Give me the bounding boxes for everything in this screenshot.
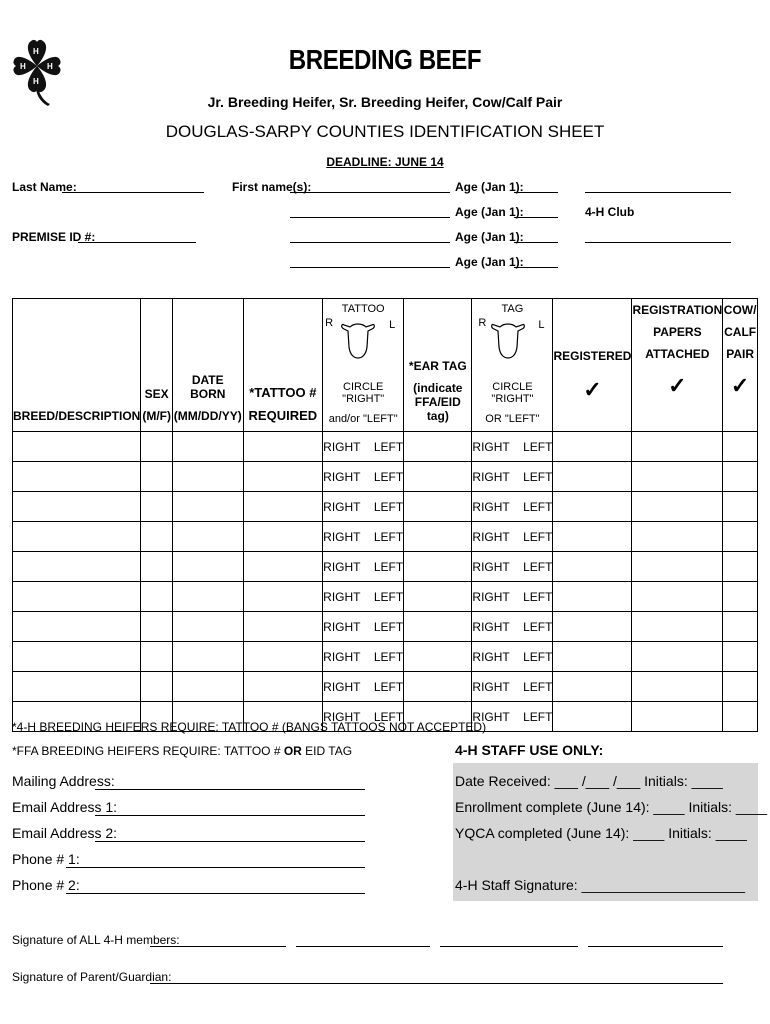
age-label-4: Age (Jan 1): [455, 255, 524, 269]
col-papers: REGISTRATION PAPERS ATTACHED ✓ [632, 299, 723, 432]
table-row [13, 612, 758, 642]
table-cell[interactable] [632, 612, 723, 642]
table-row [13, 462, 758, 492]
table-cell[interactable] [553, 582, 632, 612]
table-cell[interactable] [13, 582, 141, 612]
table-row [13, 582, 758, 612]
note-ffa: *FFA BREEDING HEIFERS REQUIRE: TATTOO # OR EID TAG [12, 744, 353, 758]
tag-side-cell[interactable]: RIGHT LEFT [472, 642, 553, 672]
table-cell[interactable] [723, 702, 758, 732]
tag-side-cell[interactable]: RIGHT LEFT [472, 462, 553, 492]
tattoo-side-cell[interactable]: RIGHT LEFT [323, 432, 404, 462]
table-cell[interactable] [404, 432, 472, 462]
table-cell[interactable] [13, 612, 141, 642]
member-signature-label: Signature of ALL 4-H members: [12, 933, 180, 947]
table-cell[interactable] [243, 582, 323, 612]
tag-side-cell[interactable]: RIGHT LEFT [472, 702, 553, 732]
tattoo-side-cell[interactable]: RIGHT LEFT [323, 552, 404, 582]
table-cell[interactable] [172, 582, 243, 612]
col-tattoo-number: *TATTOO # REQUIRED [243, 299, 323, 432]
first-name-field-4[interactable] [290, 267, 450, 268]
table-cell[interactable] [172, 522, 243, 552]
table-cell[interactable] [553, 492, 632, 522]
form-subtitle: Jr. Breeding Heifer, Sr. Breeding Heifer, Cow/Calf Pair [207, 94, 563, 110]
animal-table [12, 298, 758, 732]
checkmark-icon: ✓ [583, 377, 602, 402]
table-cell[interactable] [553, 432, 632, 462]
staff-signature: 4-H Staff Signature: _____________________ [455, 877, 746, 893]
cow-head-icon [340, 317, 376, 359]
age-label-1: Age (Jan 1): [455, 180, 524, 194]
table-cell[interactable] [404, 462, 472, 492]
table-cell[interactable] [243, 642, 323, 672]
table-cell[interactable] [141, 492, 173, 522]
table-row [13, 672, 758, 702]
table-cell[interactable] [141, 462, 173, 492]
table-cell[interactable] [632, 702, 723, 732]
email1-label: Email Address 1: [12, 799, 118, 815]
staff-enrollment: Enrollment complete (June 14): ____ Initials: ____ [455, 799, 768, 815]
member-signature-1[interactable] [150, 946, 286, 947]
table-cell[interactable] [172, 492, 243, 522]
age-field-4[interactable] [514, 267, 558, 268]
last-name-label: Last Name: [12, 180, 77, 194]
table-row [13, 642, 758, 672]
svg-text:H: H [33, 47, 39, 56]
table-cell[interactable] [723, 492, 758, 522]
table-cell[interactable] [723, 432, 758, 462]
table-cell[interactable] [13, 672, 141, 702]
table-cell[interactable] [13, 522, 141, 552]
col-registered: REGISTERED ✓ [553, 299, 632, 432]
tattoo-side-cell[interactable]: RIGHT LEFT [323, 522, 404, 552]
table-cell[interactable] [243, 432, 323, 462]
staff-date-received: Date Received: ___ /___ /___ Initials: ____ [455, 773, 723, 789]
table-cell[interactable] [632, 672, 723, 702]
table-cell[interactable] [13, 492, 141, 522]
parent-signature-label: Signature of Parent/Guardian: [12, 970, 172, 984]
table-cell[interactable] [553, 522, 632, 552]
table-cell[interactable] [632, 492, 723, 522]
member-signature-4[interactable] [588, 946, 723, 947]
table-cell[interactable] [723, 462, 758, 492]
table-row [13, 492, 758, 522]
table-cell[interactable] [13, 642, 141, 672]
tattoo-side-cell[interactable]: RIGHT LEFT [323, 642, 404, 672]
svg-text:H: H [33, 77, 39, 86]
table-cell[interactable] [404, 552, 472, 582]
last-name-field[interactable] [62, 192, 204, 193]
table-cell[interactable] [172, 612, 243, 642]
table-cell[interactable] [723, 672, 758, 702]
table-cell[interactable] [243, 462, 323, 492]
tattoo-side-cell[interactable]: RIGHT LEFT [323, 462, 404, 492]
member-signature-3[interactable] [440, 946, 578, 947]
age-field-3[interactable] [514, 242, 558, 243]
tag-side-cell[interactable]: RIGHT LEFT [472, 552, 553, 582]
col-cow-calf: COW/ CALF PAIR ✓ [723, 299, 758, 432]
staff-title: 4-H STAFF USE ONLY: [455, 742, 604, 758]
form-heading: DOUGLAS-SARPY COUNTIES IDENTIFICATION SHEET [165, 122, 605, 141]
email1-field[interactable] [95, 815, 365, 816]
table-cell[interactable] [243, 522, 323, 552]
table-cell[interactable] [632, 432, 723, 462]
tag-side-cell[interactable]: RIGHT LEFT [472, 672, 553, 702]
tag-side-cell[interactable]: RIGHT LEFT [472, 522, 553, 552]
table-cell[interactable] [723, 582, 758, 612]
svg-text:H: H [20, 62, 26, 71]
col-tag-side: TAG R L CIRCLE "RIGHT" OR "LEFT" [472, 299, 553, 432]
table-cell[interactable] [632, 522, 723, 552]
table-cell[interactable] [723, 522, 758, 552]
phone2-label: Phone # 2: [12, 877, 80, 893]
table-cell[interactable] [404, 642, 472, 672]
phone1-field[interactable] [66, 867, 365, 868]
club-label: 4-H Club [585, 205, 635, 219]
table-cell[interactable] [172, 552, 243, 582]
table-cell[interactable] [13, 552, 141, 582]
tag-side-cell[interactable]: RIGHT LEFT [472, 432, 553, 462]
table-cell[interactable] [243, 612, 323, 642]
checkmark-icon: ✓ [668, 373, 687, 398]
tattoo-side-cell[interactable]: RIGHT LEFT [323, 492, 404, 522]
deadline: DEADLINE: JUNE 14 [326, 155, 444, 169]
table-cell[interactable] [172, 432, 243, 462]
table-cell[interactable] [141, 612, 173, 642]
premise-field[interactable] [78, 242, 196, 243]
table-cell[interactable] [172, 672, 243, 702]
table-cell[interactable] [553, 612, 632, 642]
table-cell[interactable] [13, 432, 141, 462]
age-field-1[interactable] [514, 192, 558, 193]
table-cell[interactable] [141, 432, 173, 462]
table-cell[interactable] [723, 642, 758, 672]
first-name-field-3[interactable] [290, 242, 450, 243]
note-4h: *4-H BREEDING HEIFERS REQUIRE: TATTOO # (BANGS TATTOOS NOT ACCEPTED) [12, 720, 487, 734]
table-cell[interactable] [172, 462, 243, 492]
table-cell[interactable] [13, 462, 141, 492]
email2-field[interactable] [95, 841, 365, 842]
table-cell[interactable] [632, 642, 723, 672]
member-signature-2[interactable] [296, 946, 430, 947]
age-field-2[interactable] [514, 217, 558, 218]
table-cell[interactable] [404, 672, 472, 702]
tattoo-side-cell[interactable]: RIGHT LEFT [323, 582, 404, 612]
table-cell[interactable] [404, 492, 472, 522]
email2-label: Email Address 2: [12, 825, 118, 841]
table-cell[interactable] [553, 672, 632, 702]
table-cell[interactable] [141, 582, 173, 612]
col-breed: BREED/DESCRIPTION [13, 299, 141, 432]
first-name-field-2[interactable] [290, 217, 450, 218]
club-field[interactable] [585, 242, 731, 243]
checkmark-icon: ✓ [730, 373, 750, 398]
table-cell[interactable] [172, 642, 243, 672]
table-cell[interactable] [723, 612, 758, 642]
col-date-born: DATE BORN (MM/DD/YY) [172, 299, 243, 432]
table-cell[interactable] [632, 552, 723, 582]
staff-yqca: YQCA completed (June 14): ____ Initials: ____ [455, 825, 747, 841]
table-cell[interactable] [632, 582, 723, 612]
svg-text:H: H [47, 62, 53, 71]
age-label-2: Age (Jan 1): [455, 205, 524, 219]
table-cell[interactable] [553, 642, 632, 672]
cow-head-icon [490, 317, 526, 359]
col-sex: SEX (M/F) [141, 299, 173, 432]
first-name-field-1[interactable] [290, 192, 450, 193]
table-cell[interactable] [404, 582, 472, 612]
form-title: BREEDING BEEF [288, 44, 482, 75]
table-cell[interactable] [243, 552, 323, 582]
parent-signature-field[interactable] [150, 983, 723, 984]
tag-side-cell[interactable]: RIGHT LEFT [472, 612, 553, 642]
table-cell[interactable] [553, 552, 632, 582]
table-cell[interactable] [404, 522, 472, 552]
table-row [13, 522, 758, 552]
table-cell[interactable] [141, 642, 173, 672]
table-row [13, 432, 758, 462]
col-ear-tag: *EAR TAG (indicate FFA/EID tag) [404, 299, 472, 432]
age-label-3: Age (Jan 1): [455, 230, 524, 244]
tag-side-cell[interactable]: RIGHT LEFT [472, 582, 553, 612]
mailing-label: Mailing Address: [12, 773, 115, 789]
table-cell[interactable] [243, 672, 323, 702]
table-cell[interactable] [553, 702, 632, 732]
table-cell[interactable] [404, 612, 472, 642]
table-cell[interactable] [243, 492, 323, 522]
table-cell[interactable] [723, 552, 758, 582]
tattoo-side-cell[interactable]: RIGHT LEFT [323, 672, 404, 702]
club-field-top[interactable] [585, 192, 731, 193]
mailing-field[interactable] [95, 789, 365, 790]
table-cell[interactable] [141, 672, 173, 702]
table-cell[interactable] [141, 522, 173, 552]
table-row [13, 552, 758, 582]
phone2-field[interactable] [66, 893, 365, 894]
tattoo-side-cell[interactable]: RIGHT LEFT [323, 612, 404, 642]
col-tattoo-side: TATTOO R L CIRCLE "RIGHT" and/or "LEFT" [323, 299, 404, 432]
premise-label: PREMISE ID #: [12, 230, 96, 244]
table-cell[interactable] [553, 462, 632, 492]
first-name-label: First name(s): [232, 180, 312, 194]
tag-side-cell[interactable]: RIGHT LEFT [472, 492, 553, 522]
table-cell[interactable] [632, 462, 723, 492]
tattoo-side-cell[interactable]: RIGHT LEFT [323, 702, 404, 732]
phone1-label: Phone # 1: [12, 851, 80, 867]
table-cell[interactable] [141, 552, 173, 582]
